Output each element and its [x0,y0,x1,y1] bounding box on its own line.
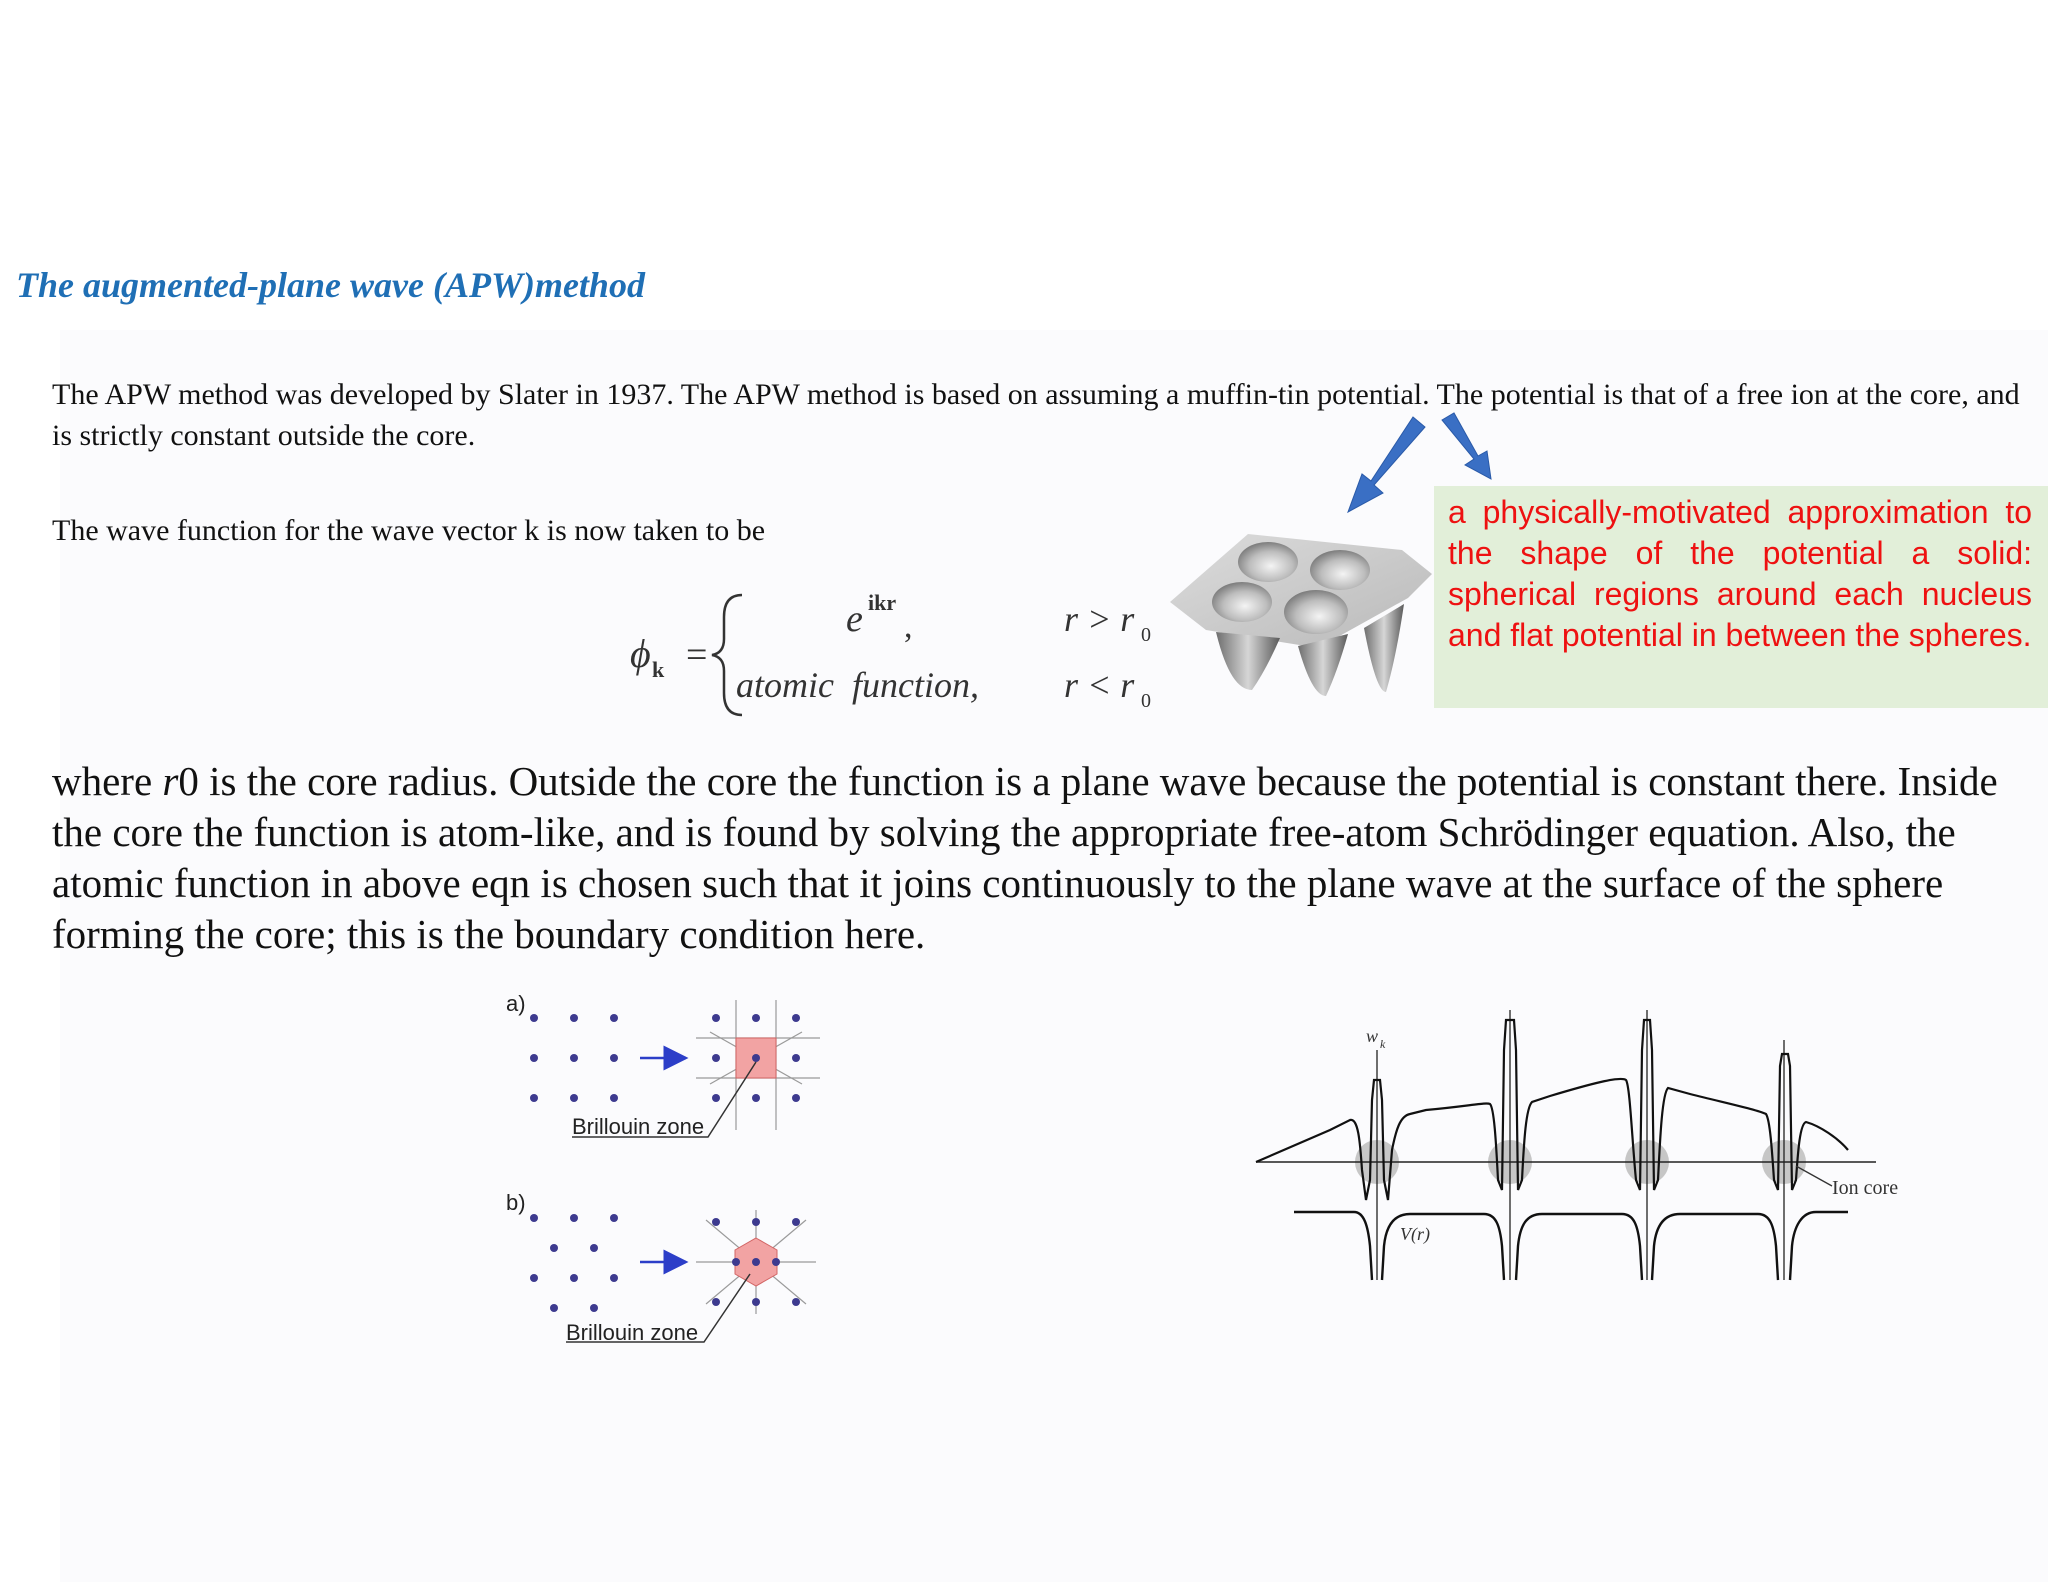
equation-equals: = [686,634,708,676]
wavefunction-curve [1256,1020,1848,1200]
main-paragraph [52,756,2012,960]
annotation-text: a physically-motivated approximation to the shape of the potential a solid: spherical regions around each nucleus and flat potential in between the spheres. [1448,494,2032,653]
panel-a-label: a) [506,991,526,1016]
case2-condition: r < r [1064,665,1135,705]
reciprocal-a-dots [712,1014,800,1102]
lattice-b-dots [530,1214,618,1312]
intro-paragraph: The APW method was developed by Slater in 1937. The APW method is based on assuming a muffin-tin potential. The potential is that of a free ion at the core, and is strictly constant outside the core. [52,378,2020,452]
case1-condition-sub: 0 [1141,624,1151,646]
case1-exponent: ikr [868,590,897,615]
case1-base: e [846,598,863,640]
arrow-right-icon [1442,413,1491,479]
apw-wavefunction-figure [1250,990,1899,1290]
page-title: The augmented-plane wave (APW)method [16,265,645,305]
wk-subscript: k [1380,1037,1386,1051]
zone-label-a: Brillouin zone [572,1114,705,1139]
wk-label: w [1366,1026,1379,1046]
ion-core-leader [1796,1166,1832,1186]
core-center-lines [1377,1010,1784,1280]
wave-function-intro: The wave function for the wave vector k is now taken to be [52,514,766,547]
lattice-a-dots [530,1014,618,1102]
potential-well [1212,582,1272,622]
potential-well [1284,590,1348,634]
paragraph-part2: 0 is the core radius. Outside the core the function is a plane wave because the potential is constant there. Inside the core the function is atom-like, and is found by solving the appropriate free-atom Schrödinger equation. Also, the atomic function in above eqn is chosen such that it joins continuously to the plane wave at the surface of the sphere forming the core; this is the boundary condition here. [52,758,1998,957]
case2-expression: atomic function, [736,665,979,705]
vr-label: V(r) [1400,1224,1430,1244]
case2-condition-sub: 0 [1141,690,1151,712]
panel-b-label: b) [506,1190,526,1215]
case1-condition: r > r [1064,599,1135,639]
potential-well [1238,542,1298,582]
brillouin-zone-figure [500,980,840,1350]
arrow-left-icon [1348,417,1425,512]
wave-function-equation [620,585,1180,725]
equation-lhs-subscript: k [652,657,665,682]
ion-core-label: Ion core [1832,1177,1899,1199]
muffin-tin-potential-figure [1170,530,1432,700]
equation-lhs: ϕ [630,631,651,676]
paragraph-part1: where [52,758,163,804]
case1-comma: , [904,608,913,645]
annotation-box [1434,486,2048,708]
zone-label-b: Brillouin zone [566,1320,699,1345]
paragraph-symbol: r [162,758,179,804]
potential-spike [1216,632,1280,690]
potential-well [1310,550,1370,590]
